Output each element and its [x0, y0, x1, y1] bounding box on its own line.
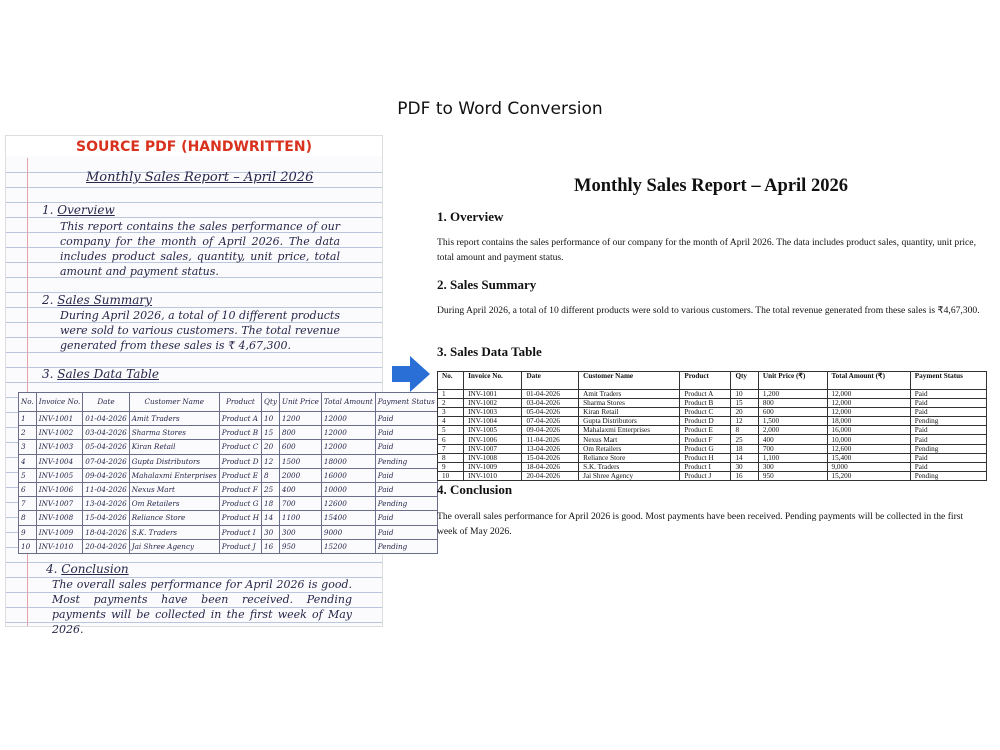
- doc-table-row: [438, 444, 987, 453]
- hw-table-cell: 12: [262, 454, 280, 468]
- hw-table-row: [19, 426, 438, 440]
- hw-table-cell: 11-04-2026: [83, 482, 129, 496]
- doc-table-cell: Product C: [680, 408, 731, 417]
- doc-table-cell: 16,000: [827, 426, 910, 435]
- source-conclusion-text: The overall sales performance for April 2026 is good. Most payments have been received. Pending payments will be collected in the first week of May 2026.: [52, 578, 352, 636]
- hw-table-cell: Paid: [375, 525, 437, 539]
- doc-table-cell: 8: [731, 426, 758, 435]
- hw-table-cell: 15200: [321, 539, 375, 553]
- hw-table-cell: Product H: [219, 511, 261, 525]
- hw-header-cell: Invoice No.: [36, 393, 83, 412]
- doc-table-cell: 300: [758, 462, 827, 471]
- doc-table-cell: 03-04-2026: [522, 399, 579, 408]
- doc-table-cell: Nexus Mart: [579, 435, 680, 444]
- hw-table-row: [19, 468, 438, 482]
- doc-table-cell: 7: [438, 444, 464, 453]
- doc-table-row: [438, 435, 987, 444]
- hw-table-cell: Paid: [375, 468, 437, 482]
- hw-table-cell: 8: [262, 468, 280, 482]
- hw-table-cell: 12600: [321, 497, 375, 511]
- doc-table-cell: 2: [438, 399, 464, 408]
- hw-table-cell: 18: [262, 497, 280, 511]
- hw-table-cell: Product D: [219, 454, 261, 468]
- doc-table-row: [438, 399, 987, 408]
- source-heading-conclusion: 4. Conclusion: [46, 562, 129, 576]
- hw-table-cell: 12000: [321, 426, 375, 440]
- doc-overview-text: This report contains the sales performance of our company for the month of April 2026. The data includes product sales, quantity, unit price, total amount and payment status.: [437, 237, 976, 263]
- hw-table-cell: 15400: [321, 511, 375, 525]
- hw-table-cell: 5: [19, 468, 37, 482]
- source-heading-table: 3. Sales Data Table: [42, 367, 159, 381]
- doc-table-cell: 14: [731, 453, 758, 462]
- hw-table-cell: 800: [279, 426, 321, 440]
- doc-table-cell: Sharma Stores: [579, 399, 680, 408]
- hw-table-cell: 16000: [321, 468, 375, 482]
- doc-table-cell: 10: [731, 390, 758, 399]
- hw-table-row: [19, 454, 438, 468]
- hw-table-cell: 6: [19, 482, 37, 496]
- hw-table-cell: Reliance Store: [129, 511, 219, 525]
- doc-table-cell: Product I: [680, 462, 731, 471]
- doc-summary-text: During April 2026, a total of 10 different products were sold to various customers. The total revenue generated from these sales is ₹4,67,300.: [437, 305, 980, 316]
- doc-table-cell: INV-1007: [464, 444, 522, 453]
- hw-table-cell: 01-04-2026: [83, 412, 129, 426]
- doc-sales-table: [437, 371, 987, 481]
- doc-table-cell: 3: [438, 408, 464, 417]
- doc-table-cell: 05-04-2026: [522, 408, 579, 417]
- doc-table-cell: INV-1010: [464, 471, 522, 480]
- doc-heading-overview: 1. Overview: [437, 209, 504, 224]
- doc-table-cell: Product J: [680, 471, 731, 480]
- hw-table-row: [19, 539, 438, 553]
- doc-table-cell: 16: [731, 471, 758, 480]
- doc-table-cell: 700: [758, 444, 827, 453]
- source-title: Monthly Sales Report – April 2026: [86, 170, 314, 185]
- doc-table-cell: 30: [731, 462, 758, 471]
- doc-heading-table: 3. Sales Data Table: [437, 344, 542, 359]
- doc-table-cell: 9: [438, 462, 464, 471]
- hw-table-cell: Paid: [375, 440, 437, 454]
- doc-header-cell: Invoice No.: [464, 372, 522, 390]
- doc-table-cell: INV-1003: [464, 408, 522, 417]
- hw-header-cell: Qty: [262, 393, 280, 412]
- doc-table-cell: 15,200: [827, 471, 910, 480]
- doc-table-cell: Paid: [910, 399, 986, 408]
- doc-table-cell: Product D: [680, 417, 731, 426]
- doc-table-cell: INV-1004: [464, 417, 522, 426]
- doc-table-cell: 800: [758, 399, 827, 408]
- page-title: PDF to Word Conversion: [397, 99, 603, 119]
- hw-table-cell: INV-1009: [36, 525, 83, 539]
- hw-table-cell: 10: [19, 539, 37, 553]
- hw-table-cell: 20: [262, 440, 280, 454]
- hw-table-cell: Gupta Distributors: [129, 454, 219, 468]
- hw-table-cell: 1100: [279, 511, 321, 525]
- doc-table-cell: 18: [731, 444, 758, 453]
- doc-table-cell: INV-1008: [464, 453, 522, 462]
- doc-table-cell: Product E: [680, 426, 731, 435]
- doc-table-cell: 8: [438, 453, 464, 462]
- doc-table-cell: 01-04-2026: [522, 390, 579, 399]
- hw-table-cell: Pending: [375, 497, 437, 511]
- doc-table-row: [438, 453, 987, 462]
- doc-table-cell: Jai Shree Agency: [579, 471, 680, 480]
- hw-table-cell: Product B: [219, 426, 261, 440]
- hw-table-cell: INV-1010: [36, 539, 83, 553]
- hw-table-cell: 25: [262, 482, 280, 496]
- doc-heading-conclusion: 4. Conclusion: [437, 482, 513, 497]
- doc-table-cell: INV-1006: [464, 435, 522, 444]
- doc-table-cell: 07-04-2026: [522, 417, 579, 426]
- hw-table-row: [19, 525, 438, 539]
- hw-table-cell: 14: [262, 511, 280, 525]
- doc-table-cell: Product B: [680, 399, 731, 408]
- doc-table-cell: Product F: [680, 435, 731, 444]
- doc-table-row: [438, 471, 987, 480]
- doc-table-row: [438, 462, 987, 471]
- hw-table-cell: 950: [279, 539, 321, 553]
- hw-table-cell: 03-04-2026: [83, 426, 129, 440]
- hw-table-cell: 3: [19, 440, 37, 454]
- hw-table-cell: 05-04-2026: [83, 440, 129, 454]
- doc-table-cell: 20-04-2026: [522, 471, 579, 480]
- doc-table-cell: 09-04-2026: [522, 426, 579, 435]
- doc-table-cell: 25: [731, 435, 758, 444]
- hw-header-cell: Payment Status: [375, 393, 437, 412]
- doc-table-cell: 20: [731, 408, 758, 417]
- hw-table-cell: INV-1006: [36, 482, 83, 496]
- hw-table-cell: 12000: [321, 412, 375, 426]
- hw-table-cell: Mahalaxmi Enterprises: [129, 468, 219, 482]
- hw-table-cell: Sharma Stores: [129, 426, 219, 440]
- hw-table-cell: 13-04-2026: [83, 497, 129, 511]
- doc-conclusion-text: The overall sales performance for April 2026 is good. Most payments have been received. Pending payments will be collected in the first week of May 2026.: [437, 511, 964, 537]
- hw-table-cell: Amit Traders: [129, 412, 219, 426]
- doc-table-cell: Gupta Distributors: [579, 417, 680, 426]
- doc-table-cell: Pending: [910, 471, 986, 480]
- hw-table-cell: Paid: [375, 412, 437, 426]
- hw-table-cell: Pending: [375, 539, 437, 553]
- hw-table-cell: 16: [262, 539, 280, 553]
- doc-table-cell: 18-04-2026: [522, 462, 579, 471]
- doc-table-cell: Pending: [910, 417, 986, 426]
- doc-table-cell: Amit Traders: [579, 390, 680, 399]
- doc-table-cell: INV-1002: [464, 399, 522, 408]
- hw-table-cell: Product J: [219, 539, 261, 553]
- doc-table-cell: Paid: [910, 435, 986, 444]
- hw-table-cell: 1500: [279, 454, 321, 468]
- hw-table-cell: 30: [262, 525, 280, 539]
- doc-table-cell: 5: [438, 426, 464, 435]
- doc-table-cell: 1: [438, 390, 464, 399]
- doc-header-cell: Date: [522, 372, 579, 390]
- source-heading-overview: 1. Overview: [42, 203, 115, 217]
- hw-table-cell: 9: [19, 525, 37, 539]
- hw-table-row: [19, 440, 438, 454]
- hw-header-cell: Unit Price: [279, 393, 321, 412]
- doc-table-cell: 600: [758, 408, 827, 417]
- doc-table-cell: 15-04-2026: [522, 453, 579, 462]
- doc-table-cell: Paid: [910, 390, 986, 399]
- doc-heading-summary: 2. Sales Summary: [437, 277, 537, 292]
- hw-table-cell: Jai Shree Agency: [129, 539, 219, 553]
- doc-table-cell: 2,000: [758, 426, 827, 435]
- hw-table-cell: 300: [279, 525, 321, 539]
- doc-table-cell: Paid: [910, 426, 986, 435]
- doc-table-row: [438, 390, 987, 399]
- doc-table-cell: 6: [438, 435, 464, 444]
- hw-table-cell: 07-04-2026: [83, 454, 129, 468]
- doc-table-row: [438, 426, 987, 435]
- hw-header-cell: Total Amount: [321, 393, 375, 412]
- doc-table-cell: 12,000: [827, 390, 910, 399]
- hw-table-cell: Paid: [375, 511, 437, 525]
- doc-table-cell: 15: [731, 399, 758, 408]
- doc-table-cell: 1,500: [758, 417, 827, 426]
- doc-table-cell: 10,000: [827, 435, 910, 444]
- hw-table-cell: Nexus Mart: [129, 482, 219, 496]
- hw-table-cell: Product F: [219, 482, 261, 496]
- doc-table-row: [438, 408, 987, 417]
- doc-table-cell: 1,200: [758, 390, 827, 399]
- doc-header-cell: Unit Price (₹): [758, 372, 827, 390]
- doc-table-cell: Pending: [910, 444, 986, 453]
- doc-table-cell: Paid: [910, 453, 986, 462]
- source-overview-text: This report contains the sales performance of our company for the month of April 2026. The data includes product sales, quantity, unit price, total amount and payment status.: [60, 220, 340, 278]
- doc-table-cell: Product A: [680, 390, 731, 399]
- doc-header-cell: Qty: [731, 372, 758, 390]
- doc-table-cell: S.K. Traders: [579, 462, 680, 471]
- hw-table-cell: 7: [19, 497, 37, 511]
- doc-table-cell: 12,000: [827, 408, 910, 417]
- hw-table-cell: INV-1008: [36, 511, 83, 525]
- doc-table-cell: Product H: [680, 453, 731, 462]
- hw-table-cell: 600: [279, 440, 321, 454]
- hw-header-cell: Customer Name: [129, 393, 219, 412]
- source-header-label: SOURCE PDF (HANDWRITTEN): [76, 139, 312, 155]
- hw-table-cell: INV-1005: [36, 468, 83, 482]
- hw-table-cell: 1200: [279, 412, 321, 426]
- hw-table-cell: 2: [19, 426, 37, 440]
- hw-table-row: [19, 497, 438, 511]
- doc-table-cell: Kiran Retail: [579, 408, 680, 417]
- doc-table-cell: 18,000: [827, 417, 910, 426]
- hw-table-row: [19, 412, 438, 426]
- hw-table-cell: Product G: [219, 497, 261, 511]
- hw-table-cell: 8: [19, 511, 37, 525]
- doc-table-row: [438, 417, 987, 426]
- doc-header-cell: No.: [438, 372, 464, 390]
- hw-table-cell: Product E: [219, 468, 261, 482]
- hw-table-cell: Product A: [219, 412, 261, 426]
- source-header: [6, 136, 382, 156]
- hw-table-row: [19, 511, 438, 525]
- hw-header-cell: Date: [83, 393, 129, 412]
- doc-table-cell: 9,000: [827, 462, 910, 471]
- doc-header-cell: Payment Status: [910, 372, 986, 390]
- hw-table-cell: 09-04-2026: [83, 468, 129, 482]
- doc-table-cell: Om Retailers: [579, 444, 680, 453]
- hw-table-cell: 20-04-2026: [83, 539, 129, 553]
- hw-table-cell: 15-04-2026: [83, 511, 129, 525]
- doc-title: Monthly Sales Report – April 2026: [574, 176, 848, 196]
- doc-table-cell: Product G: [680, 444, 731, 453]
- hw-table-cell: INV-1002: [36, 426, 83, 440]
- hw-table-row: [19, 482, 438, 496]
- hw-table-cell: 10: [262, 412, 280, 426]
- handwritten-source-page: [5, 135, 435, 636]
- hw-table-cell: 15: [262, 426, 280, 440]
- doc-table-cell: 15,400: [827, 453, 910, 462]
- hw-table-cell: Pending: [375, 454, 437, 468]
- doc-table-cell: 4: [438, 417, 464, 426]
- hw-header-cell: Product: [219, 393, 261, 412]
- hw-table-cell: 700: [279, 497, 321, 511]
- doc-table-cell: 1,100: [758, 453, 827, 462]
- doc-table-cell: INV-1009: [464, 462, 522, 471]
- hw-table-cell: Product I: [219, 525, 261, 539]
- hw-table-cell: Kiran Retail: [129, 440, 219, 454]
- hw-table-cell: 12000: [321, 440, 375, 454]
- hw-table-cell: 10000: [321, 482, 375, 496]
- doc-table-cell: Paid: [910, 408, 986, 417]
- right-arrow-icon: [392, 356, 430, 392]
- doc-table-cell: Reliance Store: [579, 453, 680, 462]
- doc-table-cell: 12,000: [827, 399, 910, 408]
- doc-header-cell: Total Amount (₹): [827, 372, 910, 390]
- doc-table-cell: 10: [438, 471, 464, 480]
- hw-table-cell: INV-1004: [36, 454, 83, 468]
- doc-table-cell: Mahalaxmi Enterprises: [579, 426, 680, 435]
- hw-table-cell: 18000: [321, 454, 375, 468]
- doc-header-cell: Product: [680, 372, 731, 390]
- hw-table-cell: 9000: [321, 525, 375, 539]
- hw-table-cell: Product C: [219, 440, 261, 454]
- hw-table-cell: 1: [19, 412, 37, 426]
- hw-table-cell: Om Retailers: [129, 497, 219, 511]
- source-heading-summary: 2. Sales Summary: [42, 293, 152, 307]
- hw-table-cell: 4: [19, 454, 37, 468]
- doc-table-cell: 12: [731, 417, 758, 426]
- doc-table-cell: Paid: [910, 462, 986, 471]
- hw-table-cell: S.K. Traders: [129, 525, 219, 539]
- source-summary-text: During April 2026, a total of 10 different products were sold to various customers. The total revenue generated from these sales is ₹ 4,67,300.: [60, 309, 340, 352]
- doc-table-cell: INV-1005: [464, 426, 522, 435]
- doc-table-cell: 400: [758, 435, 827, 444]
- hw-table-cell: 18-04-2026: [83, 525, 129, 539]
- hw-table-cell: INV-1007: [36, 497, 83, 511]
- doc-table-cell: INV-1001: [464, 390, 522, 399]
- hw-table-cell: INV-1001: [36, 412, 83, 426]
- doc-header-cell: Customer Name: [579, 372, 680, 390]
- hw-table-cell: Paid: [375, 426, 437, 440]
- hw-table-cell: Paid: [375, 482, 437, 496]
- hw-table-cell: 400: [279, 482, 321, 496]
- doc-table-cell: 12,600: [827, 444, 910, 453]
- doc-table-cell: 11-04-2026: [522, 435, 579, 444]
- doc-table-cell: 13-04-2026: [522, 444, 579, 453]
- doc-table-cell: 950: [758, 471, 827, 480]
- source-sales-table: [18, 392, 438, 554]
- hw-table-cell: INV-1003: [36, 440, 83, 454]
- hw-table-cell: 2000: [279, 468, 321, 482]
- hw-header-cell: No.: [19, 393, 37, 412]
